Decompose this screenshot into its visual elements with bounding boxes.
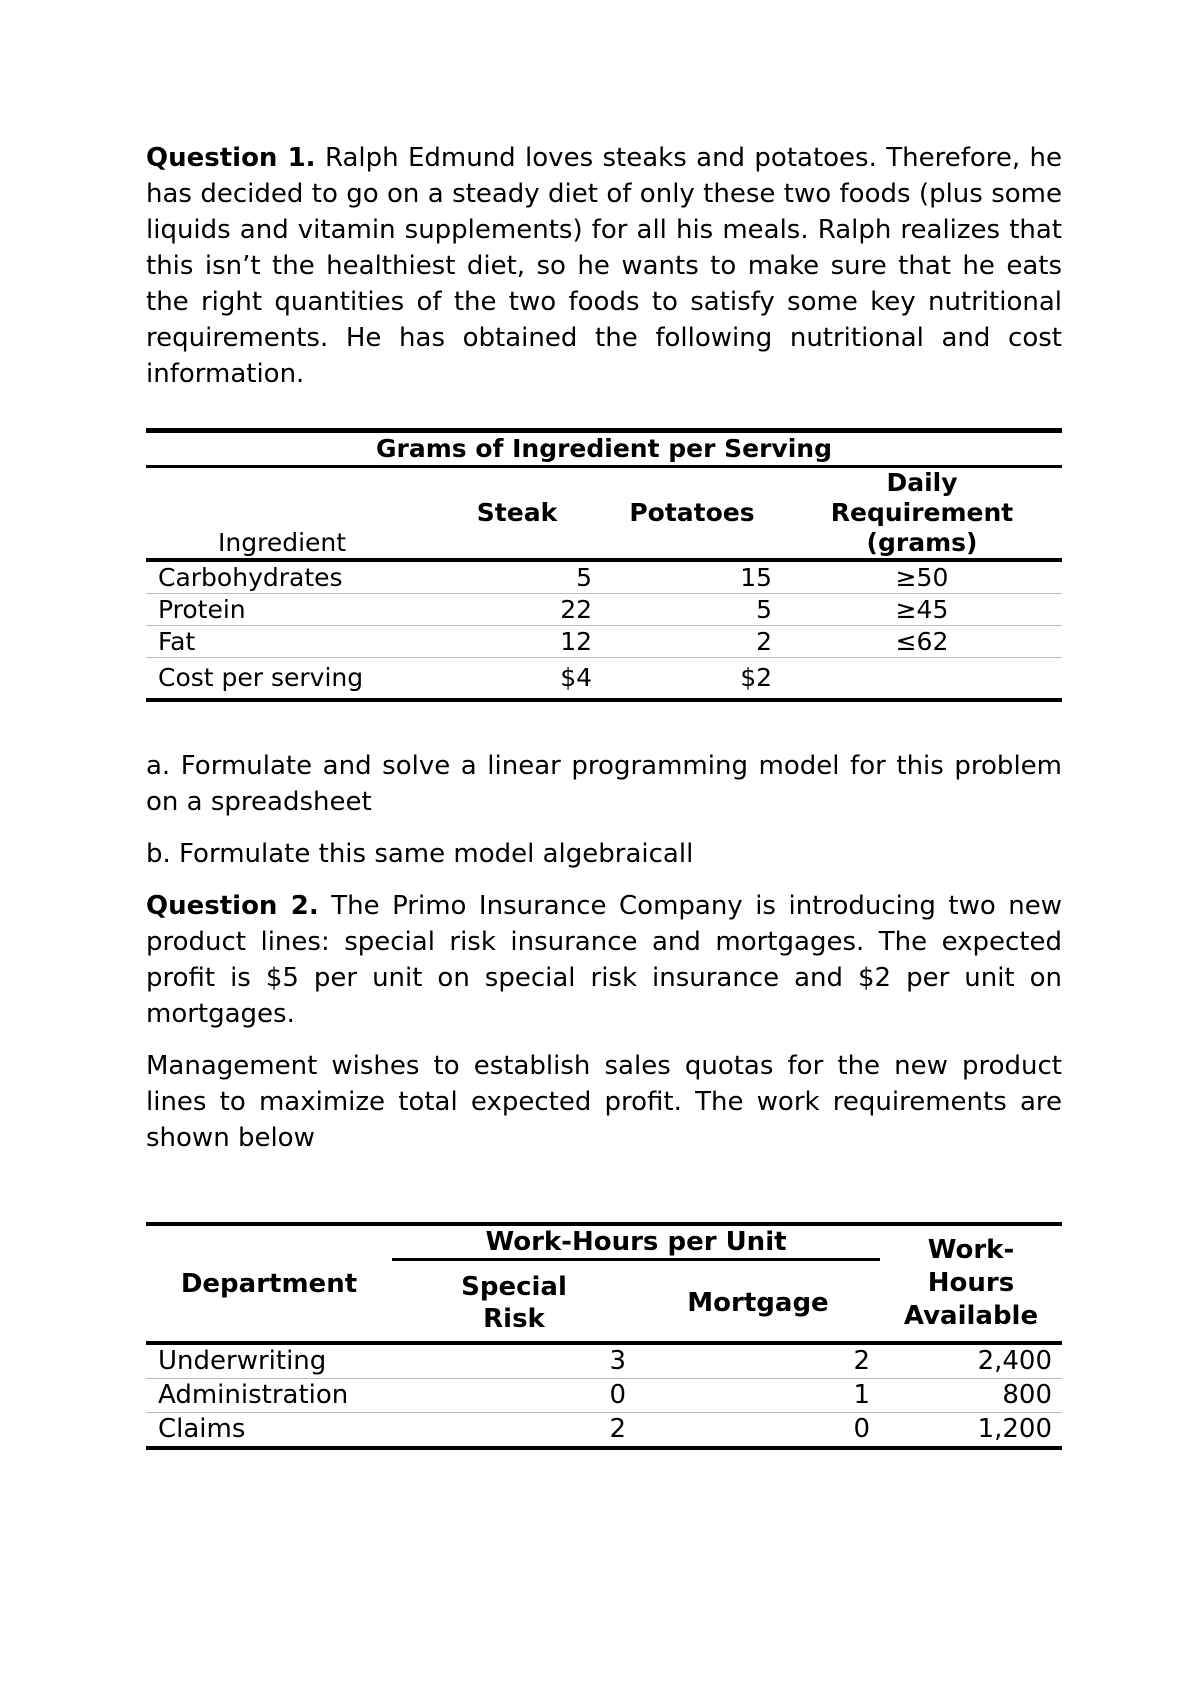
- cell-steak: 22: [432, 594, 602, 626]
- header-special-line2: Risk: [483, 1304, 545, 1334]
- cell-potatoes: 2: [602, 626, 782, 658]
- cell-requirement: ≤62: [782, 626, 1062, 658]
- header-req-line3: (grams): [866, 528, 978, 557]
- header-special-line1: Special: [461, 1272, 567, 1302]
- question-2-label: Question 2.: [146, 891, 319, 921]
- work-hours-table: [146, 1222, 1062, 1450]
- header-special-risk: [392, 1260, 636, 1344]
- cell-potatoes-cost: $2: [602, 658, 782, 701]
- header-avail-line1: Work-: [927, 1235, 1015, 1265]
- table-row: [146, 1413, 1062, 1449]
- cell-mortgage: 1: [636, 1379, 880, 1413]
- question-2-paragraph-2: Management wishes to establish sales quotas for the new product lines to maximize total expected profit. The work requirements are shown below: [146, 1051, 1062, 1153]
- cell-steak: 5: [432, 560, 602, 594]
- header-daily-requirement: [782, 467, 1062, 561]
- cell-requirement: ≥45: [782, 594, 1062, 626]
- header-req-line2: Requirement: [830, 498, 1014, 527]
- question-1-text: Ralph Edmund loves steaks and potatoes. Therefore, he has decided to go on a steady diet of only these two foods (plus some liquids and vitamin supplements) for all his meals. Ralph realizes that this isn’t the healthiest diet, so he wants to make sure that he eats the right quantities of the two foods to satisfy some key nutritional requirements. He has obtained the following nutritional and cost information.: [146, 143, 1062, 389]
- cell-requirement: ≥50: [782, 560, 1062, 594]
- header-work-hours-available: [880, 1224, 1062, 1343]
- table-row: [146, 594, 1062, 626]
- cell-available: 1,200: [880, 1413, 1062, 1449]
- table-row: [146, 1379, 1062, 1413]
- nutrition-table: [146, 428, 1062, 702]
- document-content: [146, 140, 1062, 1450]
- question-2-paragraph: [146, 888, 1062, 1032]
- header-work-hours-per-unit: Work-Hours per Unit: [392, 1224, 880, 1260]
- row-label: Carbohydrates: [146, 560, 432, 594]
- nutrition-table-header-row: [146, 467, 1062, 561]
- header-potatoes: Potatoes: [602, 467, 782, 561]
- header-avail-line2: Hours: [927, 1268, 1015, 1298]
- cell-special-risk: 2: [392, 1413, 636, 1449]
- question-2-text: The Primo Insurance Company is introducing two new product lines: special risk insurance and mortgages. The expected profit is $5 per unit on special risk insurance and $2 per unit on mortgages.: [146, 891, 1062, 1029]
- table-row: [146, 1343, 1062, 1379]
- work-hours-header-row-1: [146, 1224, 1062, 1260]
- question-1-parts: [146, 748, 1062, 1156]
- cell-mortgage: 2: [636, 1343, 880, 1379]
- part-a-text: a. Formulate and solve a linear programming model for this problem on a spreadsheet: [146, 751, 1062, 817]
- header-mortgage: Mortgage: [636, 1260, 880, 1344]
- row-label: Cost per serving: [146, 658, 432, 701]
- question-1-label: Question 1.: [146, 143, 316, 173]
- table-row: [146, 626, 1062, 658]
- cell-potatoes: 5: [602, 594, 782, 626]
- cell-steak-cost: $4: [432, 658, 602, 701]
- cell-requirement: [782, 658, 1062, 701]
- cell-available: 2,400: [880, 1343, 1062, 1379]
- row-label: Claims: [146, 1413, 392, 1449]
- row-label: Fat: [146, 626, 432, 658]
- header-ingredient: Ingredient: [146, 467, 432, 561]
- row-label: Protein: [146, 594, 432, 626]
- cell-steak: 12: [432, 626, 602, 658]
- cost-row: [146, 658, 1062, 701]
- nutrition-table-title: Grams of Ingredient per Serving: [146, 431, 1062, 467]
- row-label: Administration: [146, 1379, 392, 1413]
- cell-special-risk: 3: [392, 1343, 636, 1379]
- nutrition-table-title-row: [146, 431, 1062, 467]
- table-row: [146, 560, 1062, 594]
- cell-available: 800: [880, 1379, 1062, 1413]
- row-label: Underwriting: [146, 1343, 392, 1379]
- header-avail-line3: Available: [903, 1301, 1039, 1331]
- cell-special-risk: 0: [392, 1379, 636, 1413]
- header-req-line1: Daily: [886, 468, 958, 497]
- header-department: Department: [146, 1224, 392, 1343]
- cell-potatoes: 15: [602, 560, 782, 594]
- question-1-paragraph: [146, 140, 1062, 392]
- header-steak: Steak: [432, 467, 602, 561]
- cell-mortgage: 0: [636, 1413, 880, 1449]
- part-b-text: b. Formulate this same model algebraicall: [146, 839, 694, 869]
